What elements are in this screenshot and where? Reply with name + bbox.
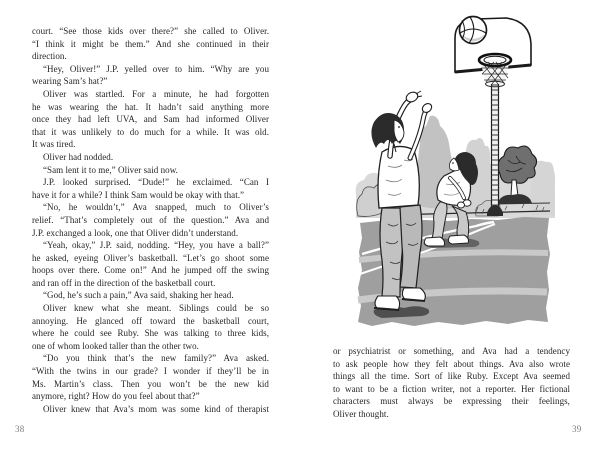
text-line: wearing Sam’s hat?” [32, 76, 108, 87]
text-line: Oliver was startled. For a minute, he had forgotten [43, 88, 269, 99]
text-line: “No, he wouldn’t,” Ava snapped, much to Oliver’s [43, 202, 269, 213]
text-line: Oliver knew what she meant. Siblings could be so [43, 303, 269, 314]
text-line: to ask people how they felt about things. Ava also wrote [333, 358, 570, 369]
basketball-illustration [348, 10, 558, 330]
page-number-right: 39 [572, 424, 582, 434]
text-line: once they had left UVA, and Sam had informed Oliver [32, 114, 269, 125]
text-line: “With the twins in our grade? I wonder if they’ll be in [32, 366, 269, 377]
text-line: direction. [32, 51, 67, 62]
text-line: and ran off in the direction of the basketball court. [32, 277, 216, 288]
text-line: anymore, right? How do you feel about that?” [32, 391, 200, 402]
text-line: Oliver thought. [333, 408, 389, 419]
text-line: “Sam lent it to me,” Oliver said now. [43, 164, 178, 175]
text-line: have it for a while? I think Sam would be okay with that.” [32, 189, 245, 200]
text-line: that it was unlikely to do much for a while. It was old. [32, 126, 269, 137]
text-line: where he could see Ruby. She was talking to three kids, [32, 328, 269, 339]
basketball [460, 17, 487, 44]
text-line: hoops over there. Come on!” And he jumped off the swing [32, 265, 269, 276]
text-line: to want to be a fiction writer, not a reporter. Her fictional [333, 383, 570, 394]
page-number-left: 38 [15, 424, 25, 434]
text-line: he asked, eyeing Oliver’s basketball. “Let’s go shoot some [32, 252, 269, 263]
text-line: J.P. exchanged a look, one that Oliver didn’t understand. [32, 227, 239, 238]
text-line: or psychiatrist or something, and Ava had a tendency [333, 346, 570, 356]
text-line: “Yeah, okay,” J.P. said, nodding. “Hey, you have a ball?” [43, 240, 269, 251]
text-line: J.P. looked surprised. “Dude!” he exclaimed. “Can I [43, 177, 269, 188]
text-line: Oliver knew that Ava’s mom was some kind of therapist [43, 403, 269, 414]
text-line: annoying. He glanced off toward the basketball court, [32, 315, 269, 326]
text-line: court. “See those kids over there?” she called to Oliver. [32, 26, 269, 36]
text-line: characters must always be expressing their feelings, [333, 396, 570, 407]
text-line: “I think it might be them.” And she continued in their [32, 38, 269, 49]
text-line: Oliver had nodded. [43, 151, 114, 162]
text-line: he was wearing the hat. It hadn’t said anything more [32, 101, 269, 112]
text-line: “Hey, Oliver!” J.P. yelled over to him. “Why are you [43, 63, 269, 74]
text-line: “Do you think that’s the new family?” Ava asked. [43, 353, 269, 364]
text-line: “God, he’s such a pain,” Ava said, shaking her head. [43, 290, 234, 301]
page-right-text [333, 345, 570, 421]
text-line: one of whom looked taller than the other two. [32, 340, 199, 351]
text-line: Ms. Martin’s class. Then you won’t be the new kid [32, 378, 269, 389]
text-line: relief. “That’s completely out of the question.” Ava and [32, 214, 269, 225]
text-line: things all the time. Sort of like Ruby. Except Ava seemed [333, 371, 570, 382]
page-left-text [32, 25, 269, 415]
text-line: It was tired. [32, 139, 76, 150]
